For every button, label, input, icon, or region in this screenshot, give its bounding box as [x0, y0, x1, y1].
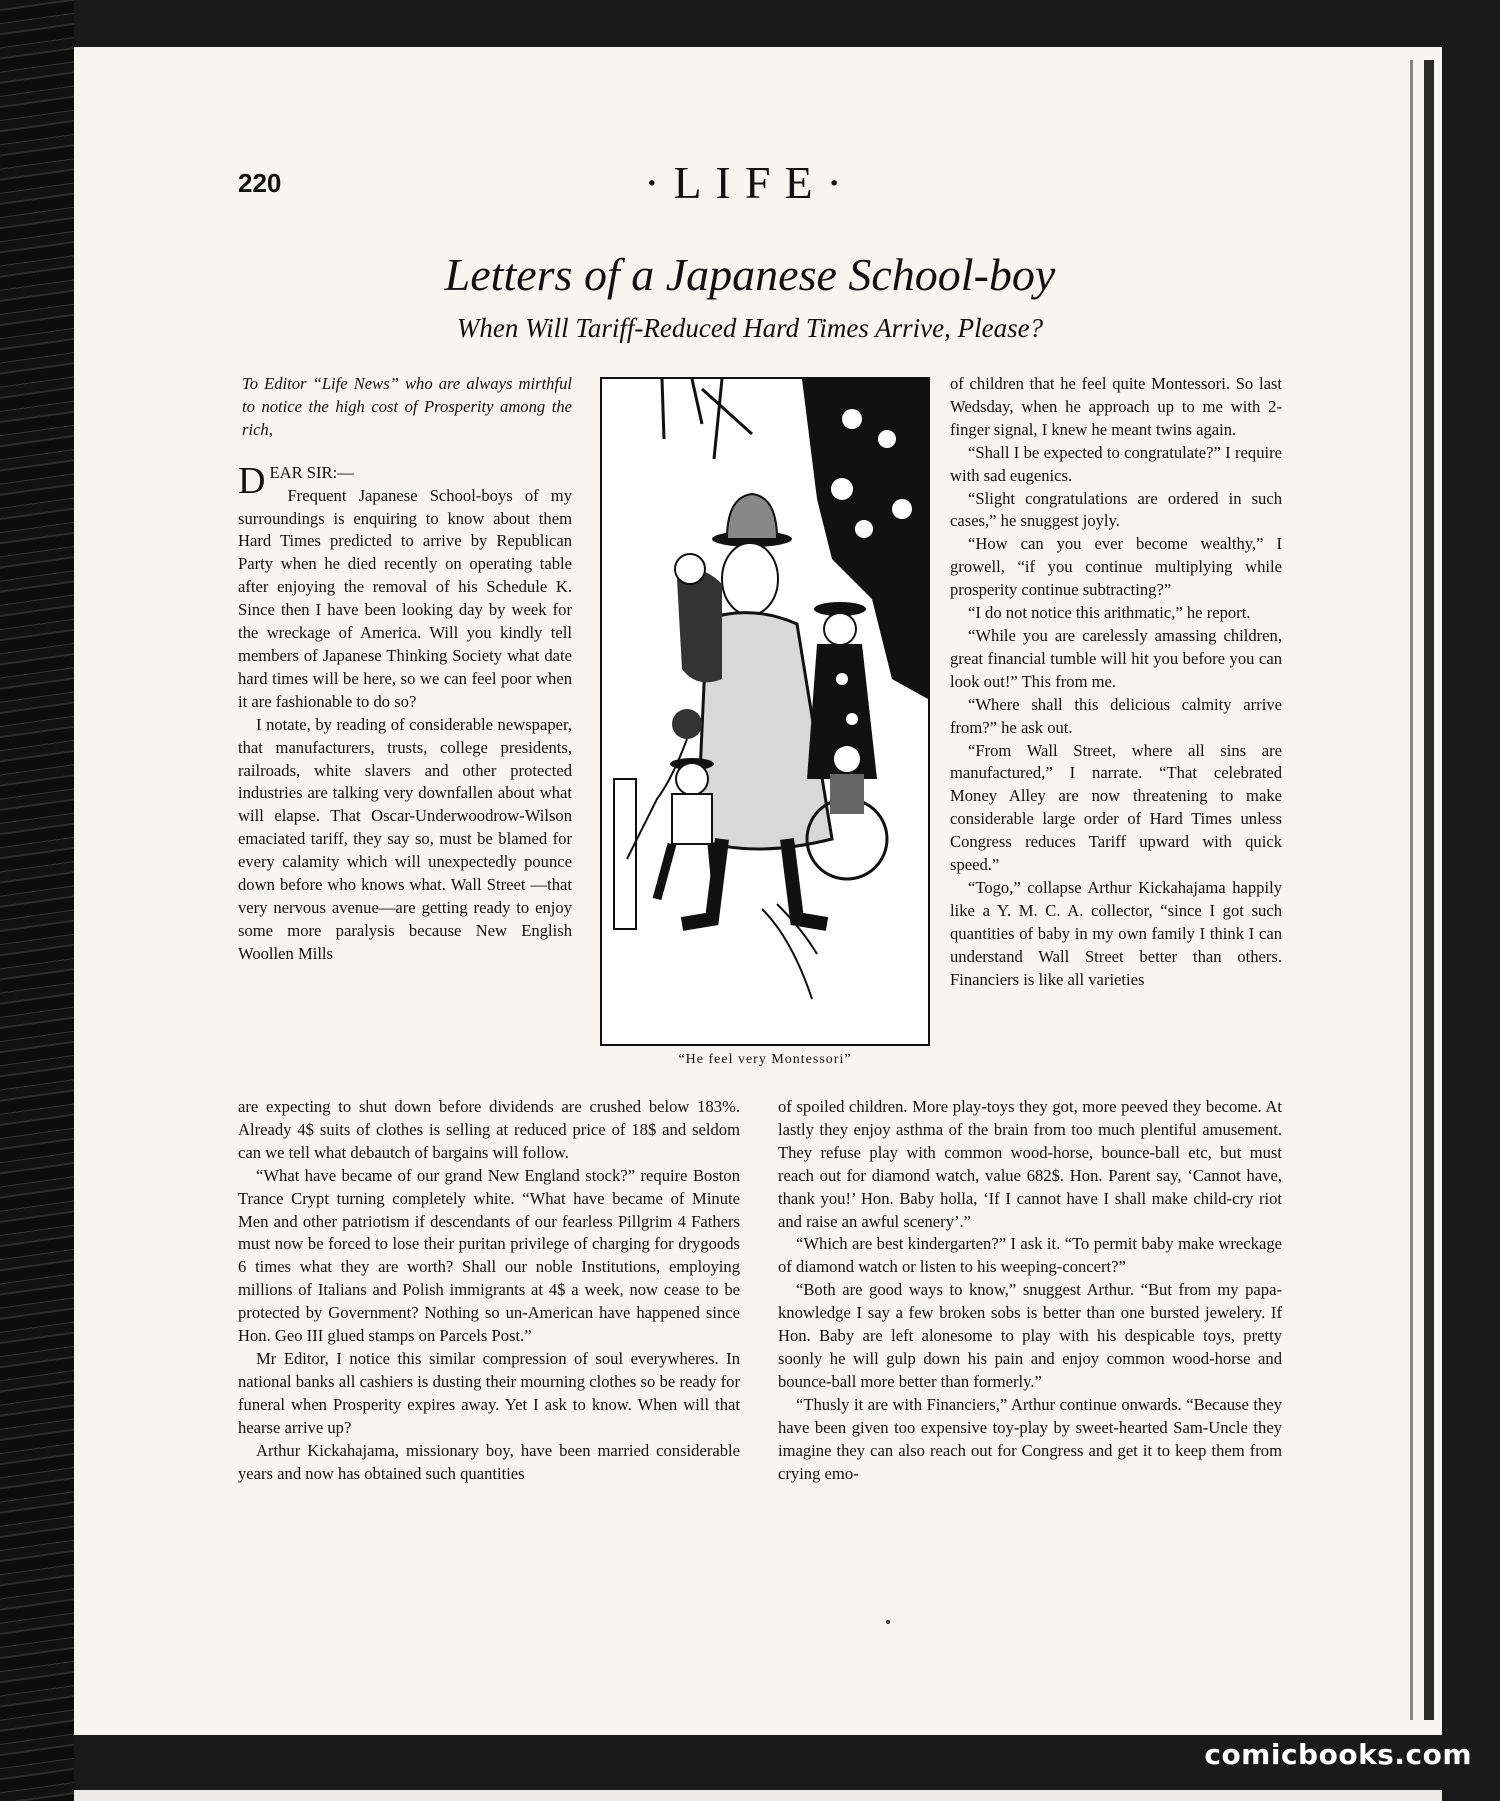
page-binding-edge — [1424, 60, 1434, 1720]
paragraph: “Slight congratulations are ordered in such cases,” he snuggest joyly. — [950, 488, 1282, 531]
paragraph: “Both are good ways to know,” snuggest Arthur. “But from my papa-knowledge I say a few broken sobs is better than one bursted jewelery. If Hon. Baby are left alonesome to play with his despicable toys, pretty soonly he will gulp down his pain and enjoy common wood-horse and bounce-ball more better than formerly.” — [778, 1280, 1282, 1391]
next-page-edge — [74, 1790, 1442, 1801]
paragraph: “Togo,” collapse Arthur Kickahajama happily like a Y. M. C. A. collector, “since I got such quantities of baby in my own family I think I can understand Wall Street better than others. Financiers is like all varieties — [950, 877, 1282, 989]
paragraph: are expecting to shut down before dividends are crushed below 183%. Already 4$ suits of clothes is selling at reduced price of 18$ and seldom can we tell what debautch of bargains will follow. — [238, 1097, 740, 1162]
paragraph: “How can you ever become wealthy,” I growell, “if you continue multiplying while prosperity continue subtracting?” — [950, 534, 1282, 600]
illustration — [600, 377, 930, 1046]
paragraph: Arthur Kickahajama, missionary boy, have been married considerable years and now has obtained such quantities — [238, 1440, 740, 1483]
masthead: ·LIFE· — [644, 157, 856, 208]
dedication: To Editor “Life News” who are always mirthful to notice the high cost of Prosperity among the rich, — [242, 374, 572, 439]
paragraph: “From Wall Street, where all sins are manufactured,” I narrate. “That celebrated Money Alley are now threatening to make considerable large order of Hard Times unless Congress reduces Tariff upward with quick speed.” — [950, 740, 1282, 875]
illustration-caption: “He feel very Montessori” — [678, 1052, 852, 1067]
column-right-upper — [950, 373, 1282, 991]
paragraph: “Where shall this delicious calmity arrive from?” he ask out. — [950, 694, 1282, 737]
paragraph: “What have became of our grand New England stock?” require Boston Trance Crypt turning completely white. “What have became of Minute Men and other patriotism if descendants of our fearless Pillgrim 4 Fathers must now be forced to lose their puritan privilege of charging for drygoods 6 times what they are worth? Shall our noble Institutions, employing millions of Italians and Polish immigrants at 4$ a week, now cease to be protected by Government? Nothing so un-American have happened since Hon. Geo III glued stamps on Parcels Post.” — [238, 1165, 740, 1346]
salutation-text: EAR SIR:— — [269, 462, 354, 482]
ink-dot — [886, 1620, 890, 1624]
paragraph: of spoiled children. More play-toys they got, more peeved they become. At lastly they enjoy asthma of the brain from too much plentiful amusement. They refuse play with common wood-horse, bounce-ball etc, but must reach out for diamond watch, value 682$. Hon. Parent say, ‘Cannot have, thank you!’ Hon. Baby holla, ‘If I cannot have I shall make child-cry riot and raise an awful scenery’.” — [778, 1097, 1282, 1231]
paragraph: I notate, by reading of considerable newspaper, that manufacturers, trusts, college presidents, railroads, white slavers and other protected industries are talking very downfallen about what will elapse. That Oscar-Underwoodrow-Wilson emaciated tariff, they say so, must be blamed for every calamity which will unexpectedly pounce down before who knows what. Wall Street —that very nervous avenue—are getting ready to enjoy some more paralysis because New English Woollen Mills — [238, 714, 572, 963]
illustration-drawing — [602, 379, 928, 1044]
paragraph: “Which are best kindergarten?” I ask it. “To permit baby make wreckage of diamond watch or listen to his weeping-concert?” — [778, 1234, 1282, 1277]
paragraph: “While you are carelessly amassing children, great financial tumble will hit you before you can look out!” This from me. — [950, 625, 1282, 691]
paragraph: Frequent Japanese School-boys of my surroundings is enquiring to know about them Hard Times predicted to arrive by Republican Party when he died recently on operating table after enjoying the removal of his Schedule K. Since then I have been looking day by week for the wreckage of America. Will you kindly tell members of Japanese Thinking Society what date hard times will be here, so we can feel poor when it are fashionable to do so? — [238, 485, 572, 711]
article-subtitle: When Will Tariff-Reduced Hard Times Arrive, Please? — [456, 313, 1044, 343]
salutation — [238, 459, 572, 502]
paragraph: “Thusly it are with Financiers,” Arthur continue onwards. “Because they have been given too expensive toy-play by sweet-hearted Sam-Uncle they imagine they can also reach out for Congress and get it to keep them from crying emo- — [778, 1394, 1282, 1483]
column-left-lower — [238, 1096, 740, 1485]
column-right-lower — [778, 1096, 1282, 1485]
paragraph: “I do not notice this arithmatic,” he report. — [968, 603, 1251, 623]
drop-cap: D — [238, 459, 266, 502]
paragraph: Mr Editor, I notice this similar compression of soul everywheres. In national banks all cashiers is dusting their mourning clothes so be ready for funeral when Prosperity expires away. Yet I ask to know. When will that hearse arrive up? — [238, 1348, 740, 1437]
watermark: comicbooks.com — [1204, 1738, 1472, 1771]
paragraph: of children that he feel quite Montessori. So last Wedsday, when he approach up to me with 2-finger signal, I knew he meant twins again. — [950, 374, 1282, 439]
page-number: 220 — [238, 168, 282, 198]
article-title: Letters of a Japanese School-boy — [444, 249, 1056, 300]
paragraph: “Shall I be expected to congratulate?” I require with sad eugenics. — [950, 442, 1282, 485]
page-binding-line — [1410, 60, 1413, 1720]
column-left-upper — [238, 373, 572, 966]
